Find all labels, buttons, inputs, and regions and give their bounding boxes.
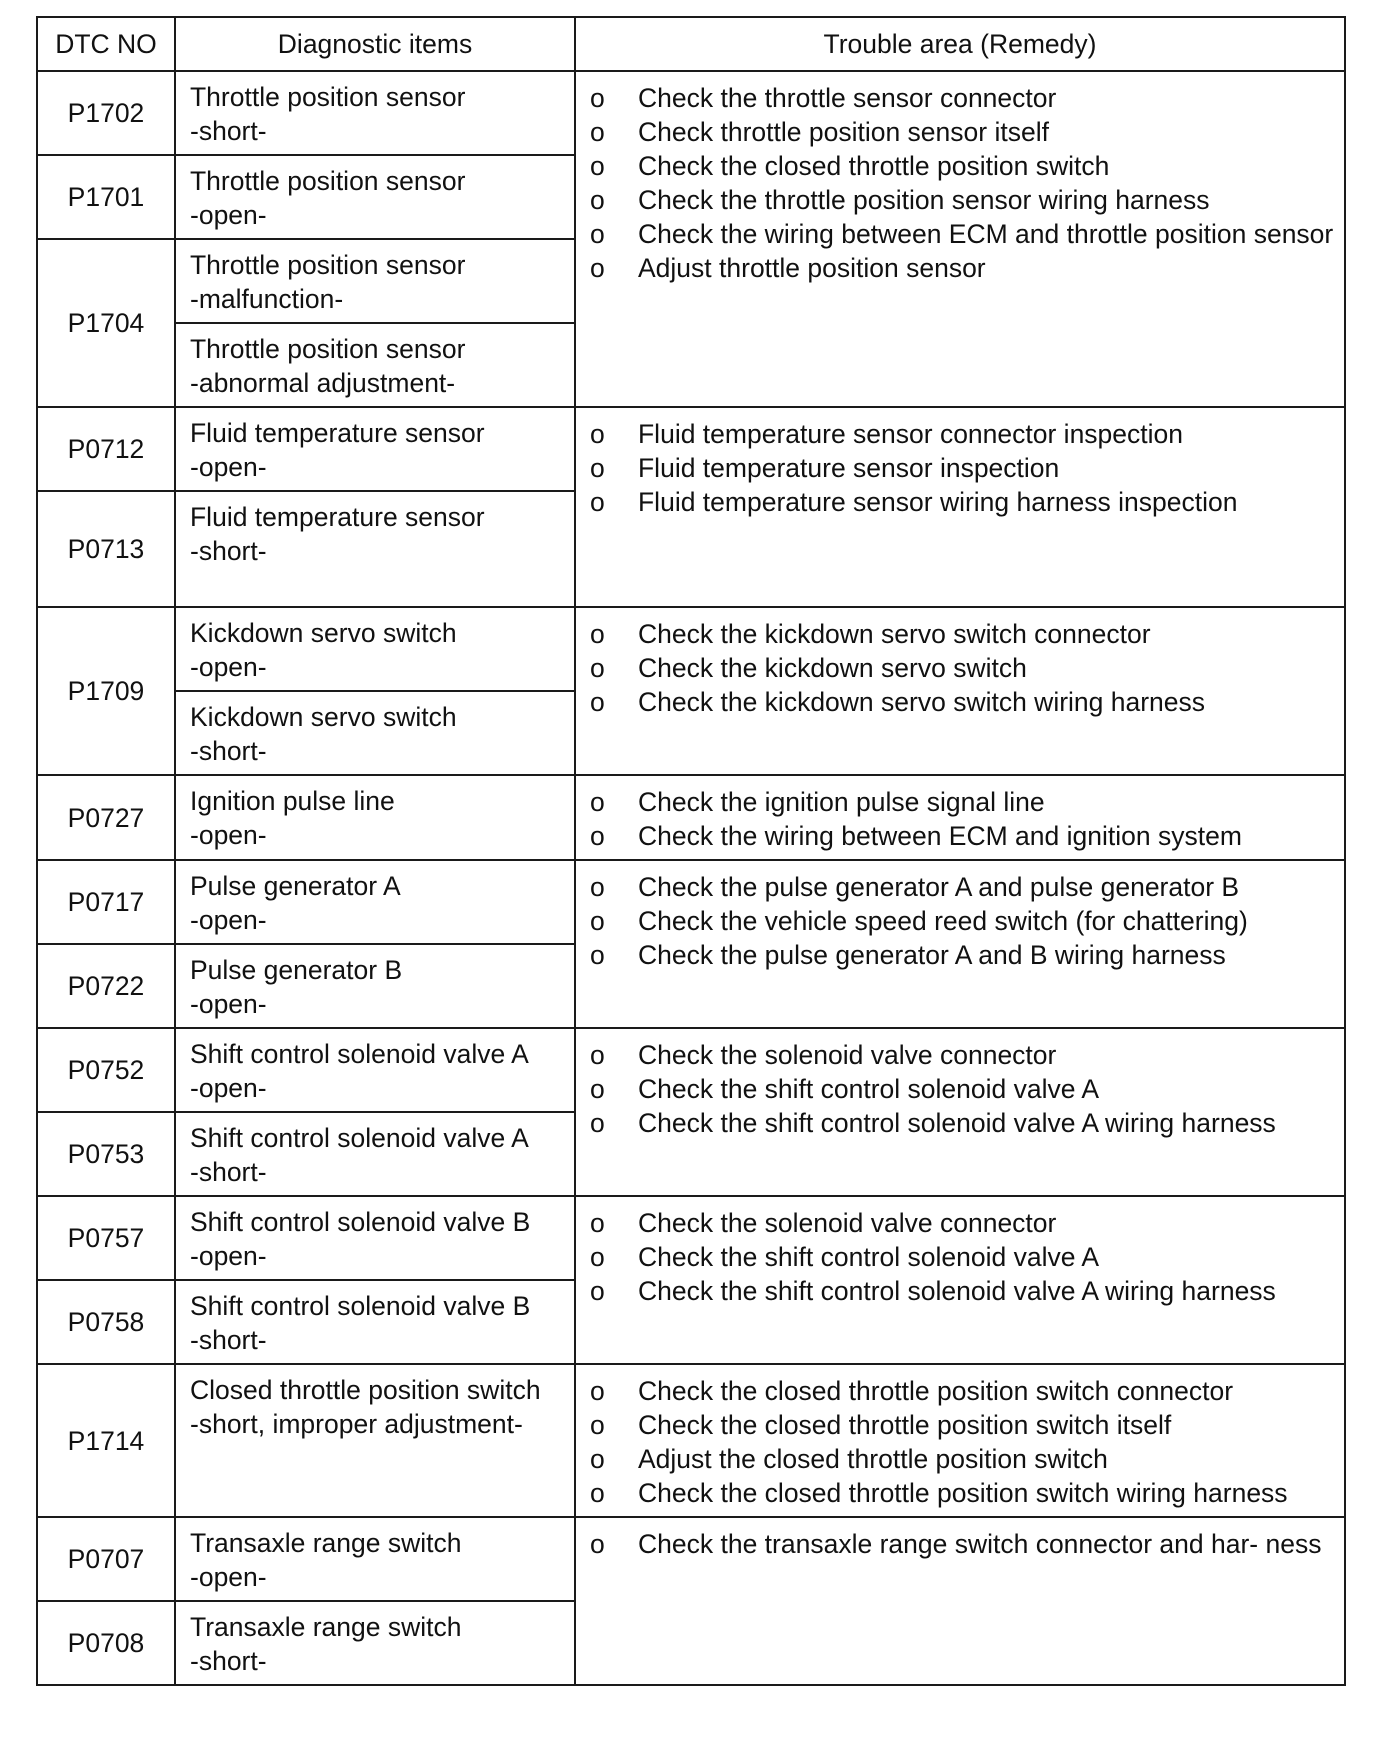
diagnostic-item-condition: -abnormal adjustment- <box>190 368 456 398</box>
dtc-code: P1714 <box>37 1364 175 1517</box>
diagnostic-item-condition: -open- <box>190 820 267 850</box>
bullet-marker: o <box>590 1444 605 1474</box>
remedy-cell <box>575 607 1345 775</box>
remedy-item <box>590 1408 1336 1442</box>
dtc-code: P0758 <box>37 1280 175 1364</box>
bullet-marker: o <box>590 619 605 649</box>
remedy-text: Check throttle position sensor itself <box>638 117 1049 147</box>
bullet-marker: o <box>590 185 605 215</box>
diagnostic-item-condition: -short- <box>190 116 267 146</box>
remedy-item <box>590 1106 1336 1140</box>
diagnostic-item-name: Shift control solenoid valve B <box>190 1207 531 1237</box>
bullet-marker: o <box>590 787 605 817</box>
diagnostic-item-condition: -short, improper adjustment- <box>190 1409 523 1439</box>
remedy-item <box>590 685 1336 719</box>
bullet-marker: o <box>590 1410 605 1440</box>
diagnostic-item-condition: -open- <box>190 905 267 935</box>
remedy-text: Check the ignition pulse signal line <box>638 787 1045 817</box>
remedy-text: Check the closed throttle position switch wiring harness <box>638 1478 1288 1508</box>
diagnostic-item <box>175 71 575 155</box>
remedy-item <box>590 81 1336 115</box>
diagnostic-item-name: Transaxle range switch <box>190 1612 462 1642</box>
remedy-item <box>590 149 1336 183</box>
diagnostic-item-condition: -open- <box>190 200 267 230</box>
diagnostic-item-name: Throttle position sensor <box>190 82 466 112</box>
diagnostic-item-name: Transaxle range switch <box>190 1528 462 1558</box>
bullet-marker: o <box>590 821 605 851</box>
remedy-item <box>590 217 1336 251</box>
diagnostic-item-name: Shift control solenoid valve A <box>190 1039 529 1069</box>
remedy-cell <box>575 1028 1345 1196</box>
diagnostic-item <box>175 239 575 323</box>
remedy-text: Check the shift control solenoid valve A wiring harness <box>638 1276 1276 1306</box>
remedy-text: Check the closed throttle position switch <box>638 151 1110 181</box>
remedy-item <box>590 183 1336 217</box>
diagnostic-item <box>175 407 575 491</box>
remedy-cell <box>575 860 1345 1028</box>
remedy-item <box>590 1374 1336 1408</box>
remedy-list <box>590 1527 1336 1561</box>
bullet-marker: o <box>590 419 605 449</box>
remedy-list <box>590 1374 1336 1510</box>
header-diagnostic-items: Diagnostic items <box>175 17 575 71</box>
bullet-marker: o <box>590 653 605 683</box>
dtc-code: P1701 <box>37 155 175 239</box>
remedy-item <box>590 1274 1336 1308</box>
dtc-body <box>37 71 1345 1685</box>
bullet-marker: o <box>590 253 605 283</box>
remedy-text: Check the kickdown servo switch wiring harness <box>638 687 1206 717</box>
remedy-cell <box>575 71 1345 407</box>
remedy-text: Check the shift control solenoid valve A wiring harness <box>638 1108 1276 1138</box>
remedy-list <box>590 1206 1336 1308</box>
remedy-text: Fluid temperature sensor inspection <box>638 453 1060 483</box>
remedy-item <box>590 870 1336 904</box>
table-row <box>37 1196 1345 1280</box>
remedy-text: Check the closed throttle position switch connector <box>638 1376 1234 1406</box>
header-row <box>37 17 1345 71</box>
diagnostic-item <box>175 944 575 1028</box>
table-row <box>37 1517 1345 1601</box>
diagnostic-item <box>175 1364 575 1517</box>
dtc-code: P0752 <box>37 1028 175 1112</box>
remedy-item <box>590 451 1336 485</box>
remedy-item <box>590 1240 1336 1274</box>
dtc-table <box>36 16 1346 1686</box>
remedy-item <box>590 938 1336 972</box>
table-row <box>37 71 1345 155</box>
dtc-code: P1704 <box>37 239 175 407</box>
bullet-marker: o <box>590 906 605 936</box>
diagnostic-item <box>175 1280 575 1364</box>
dtc-code: P0727 <box>37 775 175 860</box>
diagnostic-item-condition: -open- <box>190 989 267 1019</box>
diagnostic-item-condition: -malfunction- <box>190 284 344 314</box>
diagnostic-item <box>175 155 575 239</box>
bullet-marker: o <box>590 1108 605 1138</box>
remedy-item <box>590 651 1336 685</box>
remedy-text: Check the throttle sensor connector <box>638 83 1057 113</box>
header-dtc-no: DTC NO <box>37 17 175 71</box>
diagnostic-item <box>175 607 575 691</box>
bullet-marker: o <box>590 453 605 483</box>
bullet-marker: o <box>590 1276 605 1306</box>
remedy-text: Check the vehicle speed reed switch (for chattering) <box>638 906 1248 936</box>
diagnostic-item-name: Kickdown servo switch <box>190 702 457 732</box>
dtc-code: P0753 <box>37 1112 175 1196</box>
bullet-marker: o <box>590 1242 605 1272</box>
bullet-marker: o <box>590 117 605 147</box>
dtc-code: P0757 <box>37 1196 175 1280</box>
remedy-item <box>590 1476 1336 1510</box>
remedy-text: Adjust the closed throttle position switch <box>638 1444 1108 1474</box>
diagnostic-item-condition: -short- <box>190 1646 267 1676</box>
diagnostic-item-name: Throttle position sensor <box>190 166 466 196</box>
diagnostic-item-condition: -open- <box>190 1073 267 1103</box>
remedy-text: Check the kickdown servo switch <box>638 653 1027 683</box>
remedy-list <box>590 785 1336 853</box>
remedy-text: Adjust throttle position sensor <box>638 253 986 283</box>
bullet-marker: o <box>590 1376 605 1406</box>
bullet-marker: o <box>590 940 605 970</box>
dtc-code: P0717 <box>37 860 175 944</box>
table-row <box>37 860 1345 944</box>
dtc-code: P1702 <box>37 71 175 155</box>
bullet-marker: o <box>590 151 605 181</box>
remedy-item <box>590 1206 1336 1240</box>
remedy-text: Check the shift control solenoid valve A <box>638 1074 1100 1104</box>
remedy-text: Check the pulse generator A and pulse generator B <box>638 872 1240 902</box>
table-row <box>37 407 1345 491</box>
bullet-marker: o <box>590 872 605 902</box>
dtc-code: P0713 <box>37 491 175 607</box>
remedy-item <box>590 819 1336 853</box>
diagnostic-item-name: Shift control solenoid valve A <box>190 1123 529 1153</box>
diagnostic-item-condition: -open- <box>190 1562 267 1592</box>
remedy-cell <box>575 1196 1345 1364</box>
remedy-item <box>590 1072 1336 1106</box>
remedy-item <box>590 617 1336 651</box>
remedy-item <box>590 785 1336 819</box>
remedy-item <box>590 251 1336 285</box>
remedy-text: Check the solenoid valve connector <box>638 1208 1057 1238</box>
diagnostic-item-name: Kickdown servo switch <box>190 618 457 648</box>
diagnostic-item-condition: -short- <box>190 1157 267 1187</box>
remedy-item <box>590 115 1336 149</box>
header-trouble-area: Trouble area (Remedy) <box>575 17 1345 71</box>
diagnostic-item-condition: -short- <box>190 536 267 566</box>
diagnostic-item <box>175 1517 575 1601</box>
remedy-cell <box>575 1364 1345 1517</box>
remedy-text: Fluid temperature sensor connector inspection <box>638 419 1184 449</box>
diagnostic-item-name: Pulse generator A <box>190 871 401 901</box>
remedy-text: Check the wiring between ECM and throttle position sensor <box>638 219 1334 249</box>
table-row <box>37 1028 1345 1112</box>
diagnostic-item <box>175 1601 575 1685</box>
remedy-list <box>590 81 1336 285</box>
diagnostic-item <box>175 860 575 944</box>
bullet-marker: o <box>590 83 605 113</box>
diagnostic-item <box>175 1196 575 1280</box>
remedy-text: Check the kickdown servo switch connector <box>638 619 1151 649</box>
remedy-text: Check the closed throttle position switch itself <box>638 1410 1172 1440</box>
diagnostic-item-condition: -short- <box>190 1325 267 1355</box>
remedy-text: Check the shift control solenoid valve A <box>638 1242 1100 1272</box>
diagnostic-item-name: Ignition pulse line <box>190 786 395 816</box>
bullet-marker: o <box>590 1529 605 1559</box>
remedy-cell <box>575 407 1345 607</box>
dtc-code: P1709 <box>37 607 175 775</box>
dtc-code: P0708 <box>37 1601 175 1685</box>
bullet-marker: o <box>590 687 605 717</box>
remedy-text: Check the solenoid valve connector <box>638 1040 1057 1070</box>
remedy-text: Check the wiring between ECM and ignition system <box>638 821 1242 851</box>
remedy-item <box>590 1527 1336 1561</box>
diagnostic-item <box>175 775 575 860</box>
dtc-code: P0707 <box>37 1517 175 1601</box>
diagnostic-item-condition: -open- <box>190 452 267 482</box>
remedy-item <box>590 1038 1336 1072</box>
remedy-list <box>590 1038 1336 1140</box>
table-row <box>37 1364 1345 1517</box>
diagnostic-item <box>175 1028 575 1112</box>
table-row <box>37 607 1345 691</box>
table-row <box>37 775 1345 860</box>
diagnostic-item-name: Throttle position sensor <box>190 250 466 280</box>
remedy-cell <box>575 775 1345 860</box>
remedy-text: Check the transaxle range switch connector and har- ness <box>638 1529 1322 1559</box>
bullet-marker: o <box>590 1478 605 1508</box>
diagnostic-item-name: Throttle position sensor <box>190 334 466 364</box>
bullet-marker: o <box>590 487 605 517</box>
remedy-item <box>590 485 1336 519</box>
diagnostic-item-name: Shift control solenoid valve B <box>190 1291 531 1321</box>
diagnostic-item-name: Pulse generator B <box>190 955 403 985</box>
diagnostic-item-name: Closed throttle position switch <box>190 1375 541 1405</box>
remedy-item <box>590 1442 1336 1476</box>
diagnostic-item <box>175 1112 575 1196</box>
remedy-cell <box>575 1517 1345 1685</box>
dtc-code: P0712 <box>37 407 175 491</box>
diagnostic-item <box>175 323 575 407</box>
diagnostic-item-condition: -open- <box>190 1241 267 1271</box>
remedy-list <box>590 417 1336 519</box>
bullet-marker: o <box>590 1074 605 1104</box>
bullet-marker: o <box>590 1208 605 1238</box>
diagnostic-item-name: Fluid temperature sensor <box>190 502 485 532</box>
dtc-code: P0722 <box>37 944 175 1028</box>
diagnostic-item-name: Fluid temperature sensor <box>190 418 485 448</box>
remedy-item <box>590 417 1336 451</box>
remedy-item <box>590 904 1336 938</box>
bullet-marker: o <box>590 219 605 249</box>
remedy-list <box>590 617 1336 719</box>
diagnostic-item <box>175 691 575 775</box>
remedy-text: Fluid temperature sensor wiring harness inspection <box>638 487 1238 517</box>
remedy-text: Check the pulse generator A and B wiring harness <box>638 940 1226 970</box>
remedy-list <box>590 870 1336 972</box>
diagnostic-item-condition: -short- <box>190 736 267 766</box>
diagnostic-item <box>175 491 575 607</box>
diagnostic-item-condition: -open- <box>190 652 267 682</box>
bullet-marker: o <box>590 1040 605 1070</box>
remedy-text: Check the throttle position sensor wiring harness <box>638 185 1210 215</box>
